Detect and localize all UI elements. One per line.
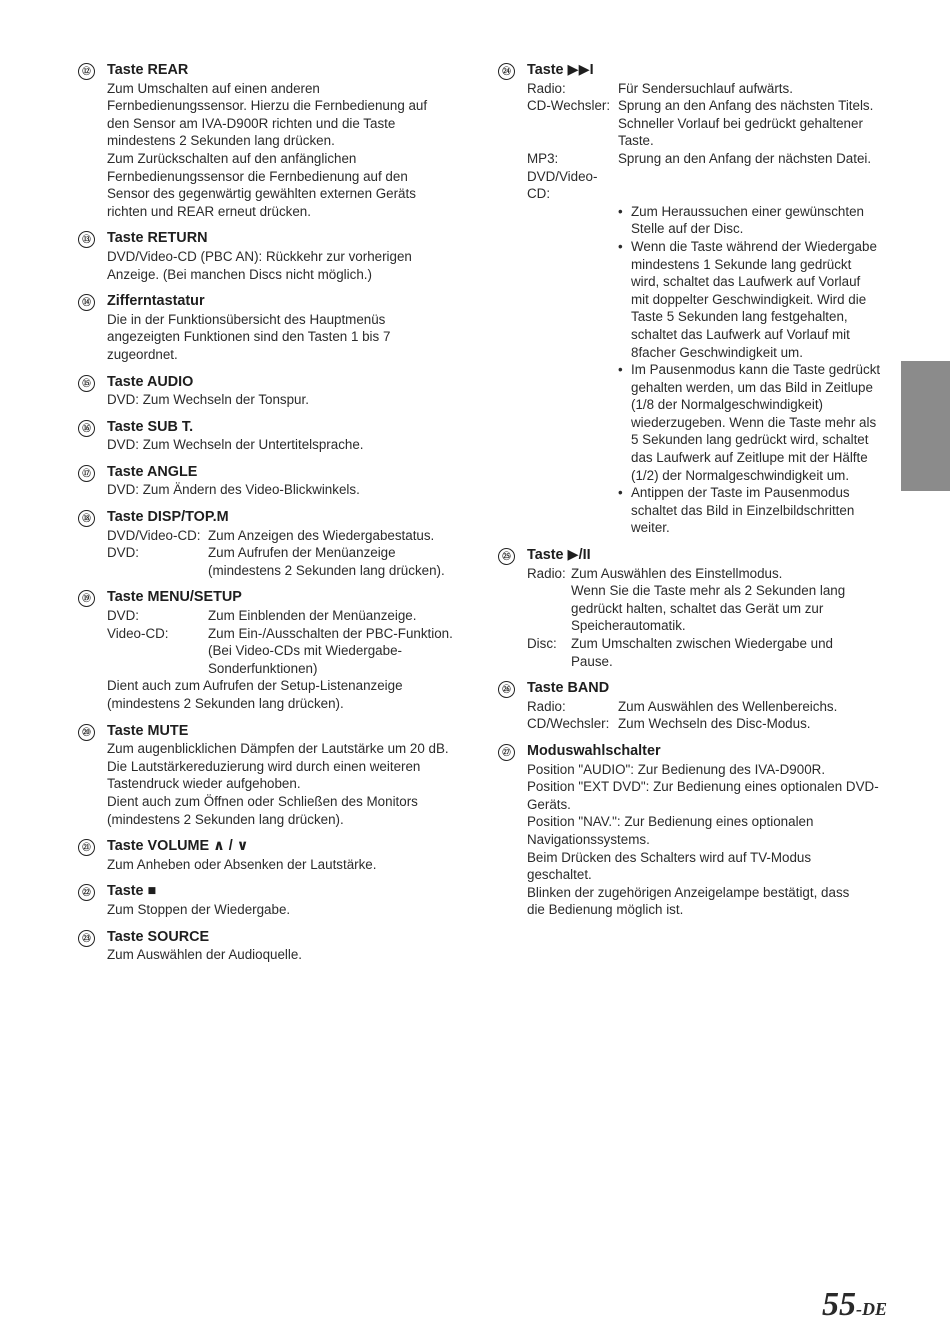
item-number: ⑳ [78, 724, 95, 741]
entry [78, 62, 478, 220]
entry [78, 589, 478, 712]
text-line: DVD: Zum Wechseln der Tonspur. [107, 392, 309, 408]
text-line: mindestens 2 Sekunden lang drücken. [107, 133, 335, 149]
text-line: Die in der Funktionsübersicht des Hauptmenüs [107, 311, 386, 327]
text-line: Sonderfunktionen) [208, 660, 318, 676]
text-line: weiter. [631, 520, 670, 536]
text-line: Stelle auf der Disc. [631, 221, 744, 237]
entry [78, 374, 478, 409]
text-line: Position "AUDIO": Zur Bedienung des IVA-D900R. [527, 761, 826, 777]
text-line: gehalten werden, um das Bild in Zeitlupe [631, 379, 873, 395]
page-number [822, 1285, 887, 1329]
entry-title: Taste ▶▶I [527, 62, 594, 78]
text-line: die Bedienung möglich ist. [527, 902, 684, 918]
text-line: Wenn Sie die Taste mehr als 2 Sekunden lang [571, 583, 846, 599]
text-line: Zum Einblenden der Menüanzeige. [208, 608, 417, 624]
page-number-suffix: -DE [856, 1299, 887, 1319]
text-line: Fernbedienungssensor die Fernbedienung auf den [107, 168, 408, 184]
text-line: schaltet das Laufwerk auf Vorlauf mit [631, 326, 850, 342]
text-line: Speicherautomatik. [571, 618, 686, 634]
text-line: (mindestens 2 Sekunden lang drücken). [208, 562, 445, 578]
definition-term: DVD: [107, 545, 139, 561]
definition-row [107, 527, 478, 545]
text-line: Zum augenblicklichen Dämpfen der Lautstärke um 20 dB. [107, 741, 449, 757]
text-line: 5 Sekunden lang gedrückt wird, schaltet [631, 432, 869, 448]
section-tab [901, 361, 950, 491]
definition-value [618, 150, 898, 168]
text-line: Für Sendersuchlauf aufwärts. [618, 80, 793, 96]
entry-title: Taste ■ [107, 883, 157, 900]
definition-value [618, 715, 898, 733]
entry-title: Taste SUB T. [107, 418, 194, 435]
text-line: gedrückt halten, schaltet das Gerät um zur [571, 600, 824, 616]
entry [78, 723, 478, 829]
entry-title: Taste RETURN [107, 230, 208, 247]
definition-value [618, 698, 898, 716]
item-number: ⑮ [78, 375, 95, 392]
definition-value [618, 168, 898, 203]
definition-value [571, 635, 898, 670]
text-line: Zum Umschalten zwischen Wiedergabe und [571, 636, 833, 651]
definition-row [527, 635, 898, 670]
definition-row [527, 97, 898, 150]
definition-value [208, 607, 478, 625]
text-line: Taste 5 Sekunden lang festgehalten, [631, 309, 848, 325]
left-column [78, 62, 478, 974]
text-line: wird, schaltet das Laufwerk auf Vorlauf [631, 274, 861, 290]
entry-title: Taste ANGLE [107, 463, 198, 480]
text-line: Position "EXT DVD": Zur Bedienung eines optionalen DVD- [527, 779, 879, 795]
definition-row [107, 625, 478, 678]
entry [498, 62, 898, 537]
entry [78, 464, 478, 499]
text-line: den Sensor am IVA-D900R richten und die Taste [107, 115, 396, 131]
definition-row [527, 150, 898, 168]
text-line: richten und REAR erneut drücken. [107, 203, 311, 219]
definition-row [527, 715, 898, 733]
entry-title: Taste MUTE [107, 722, 189, 739]
text-line: Sensor des gegenwärtig gewählten externen Geräts [107, 186, 416, 202]
definition-value [618, 80, 898, 98]
item-number: ㉔ [498, 63, 515, 80]
entry-title: Taste VOLUME ∧ / ∨ [107, 838, 249, 855]
text-line: Beim Drücken des Schalters wird auf TV-Modus [527, 849, 812, 865]
item-number: ⑰ [78, 465, 95, 482]
text-line: 8facher Geschwindigkeit um. [631, 344, 803, 360]
definition-term: Radio: [527, 565, 566, 581]
text-line: (mindestens 2 Sekunden lang drücken). [107, 811, 344, 827]
entry [498, 743, 898, 919]
entry [78, 883, 478, 918]
item-number: ⑱ [78, 510, 95, 527]
definition-row [107, 607, 478, 625]
text-line: Zum Zurückschalten auf den anfänglichen [107, 150, 357, 166]
entry-title: Taste MENU/SETUP [107, 589, 242, 606]
text-line: DVD/Video-CD (PBC AN): Rückkehr zur vorherigen [107, 248, 412, 264]
text-line: Position "NAV.": Zur Bedienung eines optionalen [527, 814, 814, 830]
entry [498, 547, 898, 670]
right-column [498, 62, 898, 929]
text-line: DVD: Zum Ändern des Video-Blickwinkels. [107, 482, 360, 498]
definition-term: CD-Wechsler: [527, 98, 611, 114]
definition-term: Disc: [527, 636, 557, 651]
text-line: (1/8 der Normalgeschwindigkeit) [631, 397, 824, 413]
text-line: Fernbedienungssensor. Hierzu die Fernbedienung auf [107, 98, 428, 114]
text-line: Zum Aufrufen der Menüanzeige [208, 545, 396, 561]
definition-row [107, 544, 478, 579]
text-line: Zum Anzeigen des Wiedergabestatus. [208, 527, 435, 543]
bullet-item [618, 203, 898, 238]
item-number: ㉕ [498, 548, 515, 565]
definition-term: MP3: [527, 150, 559, 166]
text-line: Schneller Vorlauf bei gedrückt gehaltener [618, 115, 863, 131]
definition-row [527, 698, 898, 716]
text-line: Zum Ein-/Ausschalten der PBC-Funktion. [208, 625, 453, 641]
item-number: ㉒ [78, 884, 95, 901]
text-line: Navigationssystems. [527, 831, 650, 847]
entry-title: Taste REAR [107, 62, 189, 78]
entry-title: Taste ▶/II [527, 547, 591, 564]
definition-row [527, 168, 898, 203]
entry [78, 230, 478, 283]
entry [78, 293, 478, 363]
text-line: Sprung an den Anfang des nächsten Titels. [618, 98, 874, 114]
bullet-item [618, 484, 898, 537]
text-line: (mindestens 2 Sekunden lang drücken). [107, 696, 344, 711]
text-line: Die Lautstärkereduzierung wird durch einen weiteren [107, 758, 421, 774]
item-number: ⑭ [78, 294, 95, 311]
text-line: das Laufwerk auf Zeitlupe mit der Hälfte [631, 450, 868, 466]
text-line: Zum Wechseln des Disc-Modus. [618, 716, 811, 732]
item-number: ㉗ [498, 744, 515, 761]
text-line: mit doppelter Geschwindigkeit. Wird die [631, 291, 867, 307]
entry-title: Taste DISP/TOP.M [107, 509, 229, 526]
text-line: (1/2) der Normalgeschwindigkeit um. [631, 467, 850, 483]
text-line: Anzeige. (Bei manchen Discs nicht möglich.) [107, 266, 372, 282]
definition-term: Video-CD: [107, 625, 169, 641]
text-line: • Antippen der Taste im Pausenmodus [631, 485, 850, 501]
text-line: • Zum Heraussuchen einer gewünschten [631, 203, 864, 219]
item-number: ㉓ [78, 930, 95, 947]
text-line: geschaltet. [527, 867, 592, 883]
item-number: ㉖ [498, 681, 515, 698]
text-line: Zum Auswählen der Audioquelle. [107, 947, 303, 963]
definition-term: DVD: [107, 608, 139, 624]
bullet-item [618, 361, 898, 484]
definition-term: DVD/Video-CD: [107, 527, 201, 543]
text-line: Taste. [618, 133, 654, 149]
text-line: Sprung an den Anfang der nächsten Datei. [618, 150, 872, 166]
definition-term: DVD/Video-CD: [527, 168, 598, 202]
text-line: schaltet das Bild in Einzelbildschritten [631, 502, 855, 518]
bullet-item [618, 238, 898, 361]
definition-term: Radio: [527, 80, 566, 96]
entry-title: Taste AUDIO [107, 373, 194, 390]
text-line: • Im Pausenmodus kann die Taste gedrückt [631, 362, 881, 378]
definition-term: CD/Wechsler: [527, 716, 610, 732]
item-number: ⑲ [78, 590, 95, 607]
text-line: Zum Anheben oder Absenken der Lautstärke. [107, 856, 377, 872]
item-number: ⑫ [78, 63, 95, 80]
definition-value [571, 565, 898, 635]
definition-value [618, 97, 898, 150]
text-line: Tastendruck wieder aufgehoben. [107, 776, 301, 792]
definition-row [527, 565, 898, 635]
text-line: Zum Auswählen des Einstellmodus. [571, 565, 783, 581]
entry-title: Zifferntastatur [107, 293, 205, 310]
text-line: angezeigten Funktionen sind den Tasten 1 bis 7 [107, 329, 391, 345]
entry [78, 838, 478, 873]
entry-title: Moduswahlschalter [527, 742, 661, 759]
entry [498, 680, 898, 733]
text-line: Zum Umschalten auf einen anderen [107, 80, 320, 96]
definition-row [527, 80, 898, 98]
text-line: Pause. [571, 653, 613, 669]
text-line: zugeordnet. [107, 346, 178, 362]
entry [78, 929, 478, 964]
entry-title: Taste SOURCE [107, 928, 210, 945]
entry [78, 509, 478, 579]
item-number: ㉑ [78, 839, 95, 856]
text-line: Zum Auswählen des Wellenbereichs. [618, 698, 838, 714]
text-line: • Wenn die Taste während der Wiedergabe [631, 238, 877, 254]
item-number: ⑯ [78, 420, 95, 437]
text-line: (Bei Video-CDs mit Wiedergabe- [208, 643, 402, 659]
text-line: Blinken der zugehörigen Anzeigelampe bestätigt, dass [527, 884, 850, 900]
definition-value [208, 625, 478, 678]
definition-value [208, 544, 478, 579]
definition-term: Radio: [527, 698, 566, 714]
text-line: wiederzugeben. Wenn die Taste mehr als [631, 414, 877, 430]
text-line: mindestens 1 Sekunde lang gedrückt [631, 256, 852, 272]
text-line: Zum Stoppen der Wiedergabe. [107, 901, 291, 917]
entry [78, 419, 478, 454]
text-line: Dient auch zum Öffnen oder Schließen des Monitors [107, 793, 418, 809]
definition-value [208, 527, 478, 545]
text-line: Dient auch zum Aufrufen der Setup-Listenanzeige [107, 678, 403, 694]
bullet-list [618, 203, 898, 537]
text-line: Geräts. [527, 796, 571, 812]
entry-title: Taste BAND [527, 680, 610, 697]
text-line: DVD: Zum Wechseln der Untertitelsprache. [107, 437, 364, 453]
page-number-value: 55 [822, 1286, 856, 1323]
item-number: ⑬ [78, 231, 95, 248]
